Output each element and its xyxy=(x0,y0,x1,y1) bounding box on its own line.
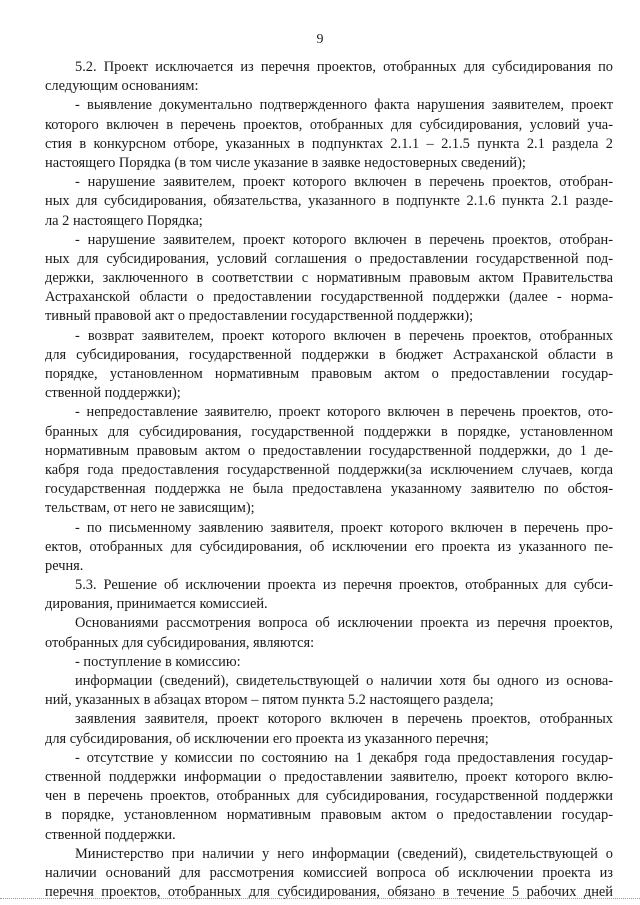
text-line: кабря года предоставления государственной поддержки(за исключением случаев, когда xyxy=(45,461,613,478)
text-line: ственной поддержки); xyxy=(45,385,181,402)
text-line: настоящего Порядка (в том числе указание в заявке недостоверных сведений); xyxy=(45,154,526,171)
text-line: Астраханской области о предоставлении государственной поддержки (далее - норма- xyxy=(45,289,613,306)
text-line: ла 2 настоящего Порядка; xyxy=(45,212,203,229)
text-line: 5.3. Решение об исключении проекта из перечня проектов, отобранных для субси- xyxy=(75,577,613,594)
text-line: заявления заявителя, проект которого включен в перечень проектов, отобранных xyxy=(75,711,613,728)
text-line: - нарушение заявителем, проект которого включен в перечень проектов, отобран- xyxy=(75,231,613,248)
text-line: перечня проектов, отобранных для субсидирования, обязано в течение 5 рабочих дней xyxy=(45,884,613,901)
text-line: Основаниями рассмотрения вопроса об исключении проекта из перечня проектов, xyxy=(75,615,613,632)
text-line: ных для субсидирования, обязательства, указанного в подпункте 2.1.6 пункта 2.1 разде- xyxy=(45,193,613,210)
document-body xyxy=(45,58,613,902)
text-line: - по письменному заявлению заявителя, проект которого включен в перечень про- xyxy=(75,519,613,536)
page-number: 9 xyxy=(316,32,324,47)
text-line: отобранных для субсидирования, являются: xyxy=(45,634,315,651)
text-line: порядке, установленном нормативным правовым актом о предоставлении государ- xyxy=(45,366,613,382)
text-line: тивный правовой акт о предоставлении государственной поддержки); xyxy=(45,308,474,325)
text-line: дирования, принимается комиссией. xyxy=(45,596,268,613)
text-line: нормативным правовым актом о предоставлении государственной поддержки, до 1 де- xyxy=(45,442,613,459)
text-line: следующим основаниям: xyxy=(45,78,199,95)
text-line: наличии оснований для рассмотрения комиссией вопроса об исключении проекта из xyxy=(45,864,613,881)
text-line: - поступление в комиссию: xyxy=(75,653,241,670)
text-line: ственной поддержки. xyxy=(45,826,176,843)
text-line: речня. xyxy=(45,557,84,574)
text-line: - выявление документально подтвержденного факта нарушения заявителем, проект xyxy=(75,97,613,114)
text-line: бранных для субсидирования, государственной поддержки в порядке, установленном xyxy=(45,423,613,440)
text-line: - нарушение заявителем, проект которого включен в перечень проектов, отобран- xyxy=(75,174,613,191)
text-line: тельствам, от него не зависящим); xyxy=(45,500,255,517)
text-line: ний, указанных в абзацах втором – пятом пункта 5.2 настоящего раздела; xyxy=(45,692,494,709)
text-line: стия в конкурсном отборе, указанных в подпунктах 2.1.1 – 2.1.5 пункта 2.1 раздела 2 xyxy=(45,135,613,152)
text-line: государственная поддержка не была предоставлена указанному заявителю по обстоя- xyxy=(45,481,613,498)
text-line: которого включен в перечень проектов, отобранных для субсидирования, условий уча- xyxy=(45,116,613,133)
text-line: Министерство при наличии у него информации (сведений), свидетельствующей о xyxy=(75,845,613,862)
text-line: - отсутствие у комиссии по состоянию на 1 декабря года предоставления государ- xyxy=(75,749,613,766)
text-line: - возврат заявителем, проект которого включен в перечень проектов, отобранных xyxy=(75,327,613,344)
text-line: информации (сведений), свидетельствующей о наличии хотя бы одного из основа- xyxy=(75,673,613,689)
text-line: держки, заключенного в соответствии с нормативным правовым актом Правительства xyxy=(45,270,613,287)
footer-dotted-rule xyxy=(0,898,640,899)
text-line: в порядке, установленном нормативным правовым актом о предоставлении государ- xyxy=(45,807,613,824)
text-line: для субсидирования, об исключении его проекта из указанного перечня; xyxy=(45,730,489,747)
text-line: чен в перечень проектов, отобранных для субсидирования, государственной поддержки xyxy=(45,788,613,805)
text-line: ных для субсидирования, условий соглашения о предоставлении государственной под- xyxy=(45,250,613,267)
text-line: ектов, отобранных для субсидирования, об исключении его проекта из указанного пе- xyxy=(45,538,613,555)
text-line: для субсидирования, государственной поддержки в бюджет Астраханской области в xyxy=(45,346,613,363)
text-line: ственной поддержки информации о предоставлении заявителю, проект которого вклю- xyxy=(45,768,613,785)
text-line: 5.2. Проект исключается из перечня проектов, отобранных для субсидирования по xyxy=(75,59,613,75)
text-line: - непредоставление заявителю, проект которого включен в перечень проектов, ото- xyxy=(75,404,613,421)
